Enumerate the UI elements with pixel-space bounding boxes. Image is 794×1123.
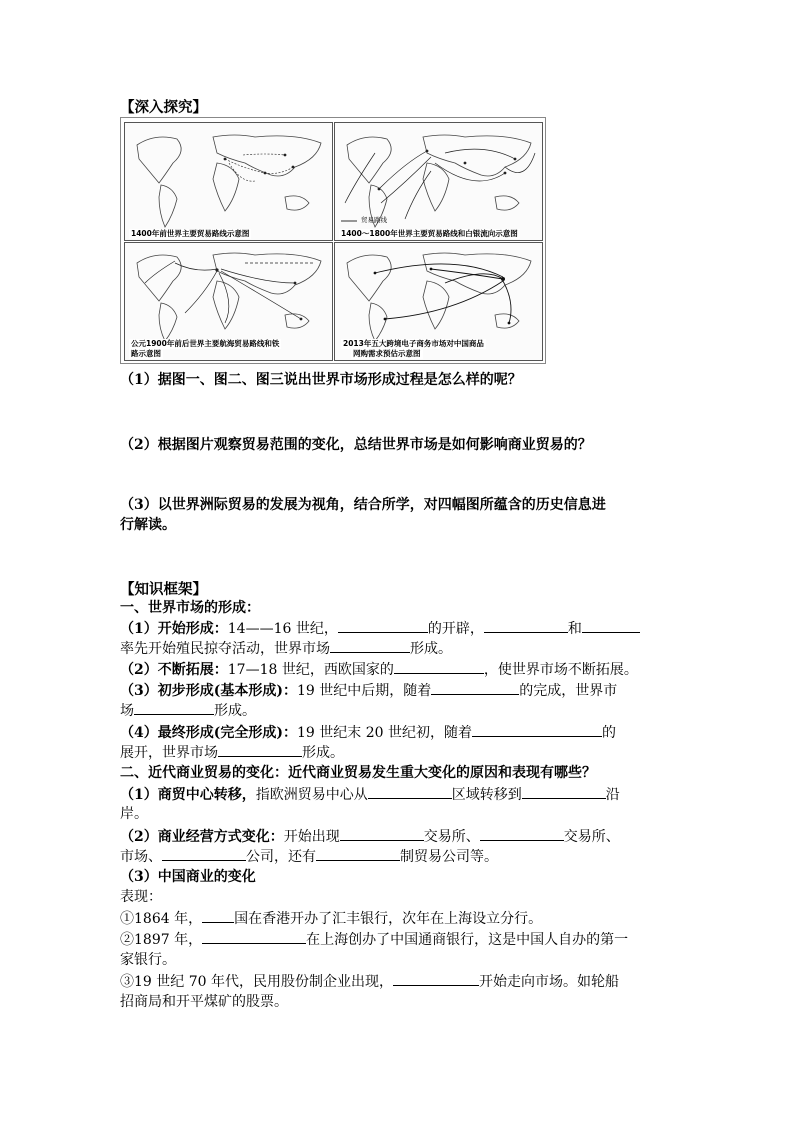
blank-7[interactable] [134,700,214,715]
item-1-label: （1）开始形成： [120,621,228,637]
change-1-text-c: 沿 [605,787,620,803]
trade-route-maps-figure [120,117,546,364]
item-4-text-a: 19 世纪末 20 世纪初，随着 [297,725,472,741]
item-3-line1 [120,680,617,701]
item-3-line2 [120,700,256,721]
change-2-line2-text-a: 市场、 [120,849,162,865]
performance-1-text-b: 国在香港开办了汇丰银行，次年在上海设立分行。 [234,911,543,927]
item-3-text-a: 19 世纪中后期，随着 [297,683,432,699]
item-3-label: （3）初步形成(基本形成)： [120,683,297,699]
panel-4-caption-line2: 网购需求预估示意图 [353,349,421,358]
blank-8[interactable] [472,722,602,737]
panel-4-caption-line1: 2013年五大跨境电子商务市场对中国商品 [343,339,484,348]
blank-3[interactable] [582,618,640,633]
item-2-text-b: ，使世界市场不断拓展。 [483,662,638,678]
section-1-title: 一、世界市场的形成： [120,600,260,616]
item-3-text-b: 的完成，世界市 [519,683,618,699]
blank-16[interactable] [202,908,234,923]
item-1-line2 [120,638,452,659]
performance-2-text-a: ②1897 年， [120,932,203,948]
item-1-line2-text-b: 形成。 [410,641,452,657]
item-2-text-a: 17—18 世纪，西欧国家的 [227,662,394,678]
blank-15[interactable] [316,846,400,861]
question-3-line1: （3）以世界洲际贸易的发展为视角，结合所学，对四幅图所蕴含的历史信息进 [120,497,606,513]
item-2-line1 [120,659,638,680]
blank-9[interactable] [218,742,302,757]
performance-item-2-line2: 家银行。 [120,952,176,968]
change-2-label: （2）商业经营方式变化： [120,829,284,845]
item-1-text-b: 的开辟， [427,621,484,637]
item-4-text-b: 的 [601,725,616,741]
item-1-text-a: 14——16 世纪， [227,621,338,637]
change-1-line1 [120,784,620,805]
panel-3-caption-line1: 公元1900年前后世界主要航海贸易路线和铁 [131,339,280,348]
item-4-label: （4）最终形成(完全形成)： [120,725,297,741]
map-panel-4 [334,242,543,361]
change-2-line2 [120,846,498,867]
blank-10[interactable] [368,784,452,799]
framework-heading: 【知识框架】 [120,581,207,598]
item-1-line2-text-a: 率先开始殖民掠夺活动，世界市场 [120,641,330,657]
change-2-text-c: 交易所、 [563,829,620,845]
item-4-line1 [120,722,616,743]
performance-3-text-a: ③19 世纪 70 年代，民用股份制企业出现， [120,974,393,990]
blank-13[interactable] [480,826,564,841]
item-2-label: （2）不断拓展： [120,662,228,678]
blank-6[interactable] [431,680,519,695]
blank-18[interactable] [393,971,479,986]
change-1-text-b: 区域转移到 [451,787,522,803]
item-3-line2-text-a: 场 [120,703,134,719]
change-2-text-a: 开始出现 [283,829,340,845]
question-3-line2: 行解读。 [120,517,176,533]
panel-3-caption-line2: 路示意图 [131,349,161,358]
performance-2-text-b: 在上海创办了中国通商银行，这是中国人自办的第一 [306,932,629,948]
item-4-line2-text-b: 形成。 [302,745,344,761]
performance-label: 表现： [120,889,162,905]
map-panel-1 [124,122,333,241]
performance-item-1 [120,908,542,929]
performance-item-2 [120,929,628,950]
item-4-line2 [120,742,344,763]
blank-11[interactable] [522,784,606,799]
performance-item-3 [120,971,619,992]
panel-1-caption: 1400年前世界主要贸易路线示意图 [131,229,250,238]
panel-2-caption: 1400～1800年世界主要贸易路线和白银流向示意图 [341,229,518,238]
item-1-text-c: 和 [567,621,582,637]
blank-4[interactable] [330,638,410,653]
section-2-title: 二、近代商业贸易的变化：近代商业贸易发生重大变化的原因和表现有哪些？ [120,765,596,781]
blank-5[interactable] [394,659,484,674]
blank-2[interactable] [484,618,568,633]
blank-1[interactable] [338,618,428,633]
question-2: （2）根据图片观察贸易范围的变化，总结世界市场是如何影响商业贸易的？ [120,437,592,453]
blank-12[interactable] [340,826,424,841]
question-1: （1）据图一、图二、图三说出世界市场形成过程是怎么样的呢？ [120,372,522,388]
map-panel-3 [124,242,333,361]
item-3-line2-text-b: 形成。 [214,703,256,719]
change-1-label: （1）商贸中心转移， [120,787,256,803]
change-1-line2: 岸。 [120,806,148,822]
change-2-line2-text-b: 公司，还有 [246,849,316,865]
blank-17[interactable] [202,929,306,944]
change-2-line2-text-c: 制贸易公司等。 [400,849,498,865]
performance-item-3-line2: 招商局和开平煤矿的股票。 [120,994,288,1010]
explore-heading: 【深入探究】 [120,99,207,116]
item-1-line1 [120,618,640,639]
item-4-line2-text-a: 展开，世界市场 [120,745,218,761]
panel-2-legend: 贸易路线 [361,216,387,224]
world-map-1 [125,123,332,240]
performance-1-text-a: ①1864 年， [120,911,203,927]
change-3-label: （3）中国商业的变化 [120,869,256,885]
map-panel-2 [334,122,543,241]
blank-14[interactable] [162,846,246,861]
performance-3-text-b: 开始走向市场。如轮船 [478,974,619,990]
change-2-line1 [120,826,620,847]
change-2-text-b: 交易所、 [423,829,480,845]
change-1-text-a: 指欧洲贸易中心从 [255,787,368,803]
